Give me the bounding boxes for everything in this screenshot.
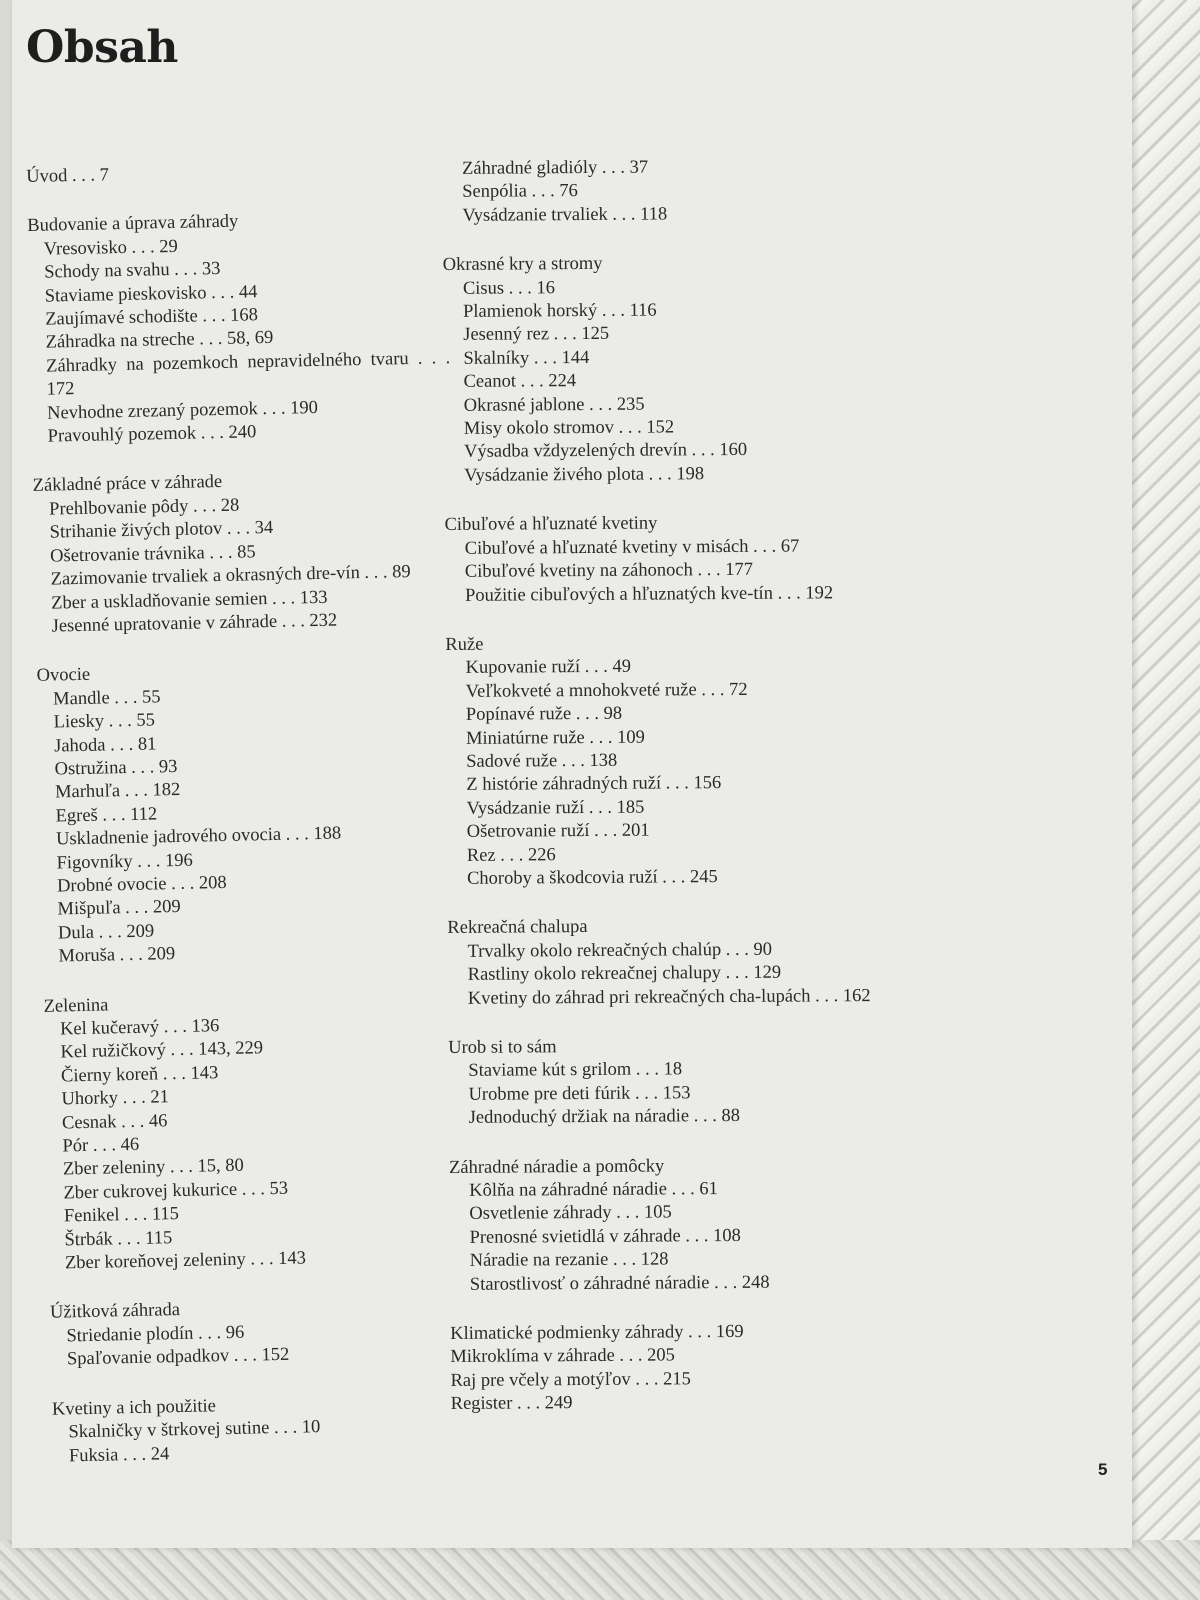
toc-entry: Trvalky okolo rekreačných chalúp . . . 90 (467, 939, 773, 962)
toc-section-cibulove-a-hluznate-kvetiny (444, 511, 885, 608)
toc-entry: Cesnak . . . 46 (61, 1110, 168, 1134)
toc-entry: Misy okolo stromov . . . 152 (463, 417, 675, 439)
toc-entry: Skalničky v štrkovej sutine . . . 10 (68, 1417, 321, 1443)
toc-entry: Ceanot . . . 224 (463, 371, 577, 393)
toc-entry: Choroby a škodcovia ruží . . . 245 (466, 867, 718, 889)
toc-entry: Senpólia . . . 76 (462, 181, 578, 203)
toc-section-ovocie (36, 656, 462, 969)
toc-entry: Figovníky . . . 196 (56, 850, 193, 874)
toc-section-rekreacna-chalupa (447, 914, 888, 1011)
toc-entry: Moruša . . . 209 (58, 944, 176, 967)
toc-entry: Schody na svahu . . . 33 (44, 259, 221, 283)
toc-entry: Pravouhlý pozemok . . . 240 (47, 422, 257, 447)
toc-entry: Záhradka na streche . . . 58, 69 (45, 328, 274, 354)
toc-entry: Ošetrovanie ruží . . . 201 (466, 820, 650, 842)
toc-entry: Okrasné jablone . . . 235 (463, 394, 645, 416)
toc-section-heading: Úvod . . . 7 (26, 165, 110, 187)
toc-section-heading: Okrasné kry a stromy (442, 254, 603, 276)
toc-entry: Starostlivosť o záhradné náradie . . . 248 (469, 1272, 770, 1295)
toc-entry: Striedanie plodín . . . 96 (66, 1322, 245, 1347)
toc-section-register-249 (451, 1390, 891, 1416)
toc-entry: Záhradné gladióly . . . 37 (462, 157, 649, 179)
toc-entry: Vysádzanie trvaliek . . . 118 (462, 204, 668, 226)
toc-section-heading: Ruže (445, 634, 484, 655)
toc-entry: Osvetlenie záhrady . . . 105 (469, 1202, 672, 1225)
toc-entry: Z histórie záhradných ruží . . . 156 (466, 773, 722, 796)
toc-entry: Drobné ovocie . . . 208 (56, 872, 227, 897)
toc-section-mikroklima-v-zahrade-205 (450, 1343, 890, 1369)
toc-section-budovanie-a-uprava-zahrady (27, 207, 452, 450)
toc-entry: Staviame pieskovisko . . . 44 (44, 281, 258, 307)
toc-entry: Záhradky na pozemkoch nepravidelného tvaru . . . 172 (45, 348, 451, 400)
toc-entry: Cibuľové a hľuznaté kvetiny v misách . . . 67 (464, 536, 800, 559)
toc-entry: Skalníky . . . 144 (463, 347, 590, 369)
toc-entry: Cisus . . . 16 (462, 277, 555, 299)
toc-entry: Uskladnenie jadrového ovocia . . . 188 (55, 823, 342, 850)
toc-entry: Zber cukrovej kukurice . . . 53 (63, 1178, 289, 1204)
toc-entry: Kôlňa na záhradné náradie . . . 61 (469, 1179, 718, 1201)
toc-entry: Zazimovanie trvaliek a okrasných dre-vín . . . 89 (50, 562, 411, 590)
toc-section-zakladne-prace-v-zahrade (32, 467, 455, 640)
toc-right-column (442, 155, 891, 1443)
toc-section-heading: Zelenina (43, 995, 109, 1017)
toc-entry: Plamienok horský . . . 116 (463, 300, 657, 322)
page-title: Obsah (26, 22, 178, 73)
toc-entry: Mandle . . . 55 (52, 687, 161, 710)
toc-entry: Rastliny okolo rekreačnej chalupy . . . 129 (467, 962, 782, 986)
toc-entry: Dula . . . 209 (57, 921, 155, 944)
toc-entry: Ošetrovanie trávnika . . . 85 (49, 541, 256, 567)
toc-section-heading: Budovanie a úprava záhrady (27, 211, 239, 237)
toc-left-column (26, 157, 474, 1494)
toc-entry: Zber zeleniny . . . 15, 80 (62, 1156, 245, 1180)
toc-section-heading: Úžitková záhrada (49, 1300, 181, 1324)
toc-section-uvod-7 (26, 157, 446, 189)
toc-section-heading: Urob si to sám (448, 1037, 557, 1058)
toc-entry: Fenikel . . . 115 (63, 1204, 180, 1227)
toc-section-urob-si-to-sam (448, 1034, 889, 1131)
toc-entry: Zaujímavé schodište . . . 168 (45, 305, 259, 330)
toc-entry: Uhorky . . . 21 (61, 1087, 170, 1110)
toc-entry: Sadové ruže . . . 138 (466, 750, 618, 772)
toc-entry: Jesenný rez . . . 125 (463, 324, 610, 346)
book-page (12, 0, 1132, 1548)
toc-entry: Štrbák . . . 115 (64, 1227, 173, 1251)
toc-entry: Kel kučeravý . . . 136 (59, 1016, 220, 1040)
lace-tablecloth-right (1130, 0, 1200, 1600)
toc-section-heading: Klimatické podmienky záhrady . . . 169 (450, 1321, 744, 1345)
toc-entry: Vysádzanie ruží . . . 185 (466, 797, 645, 819)
toc-section-heading: Rekreačná chalupa (447, 917, 588, 939)
toc-section-okrasne-kry-a-stromy (443, 251, 885, 488)
toc-entry: Jednoduchý držiak na náradie . . . 88 (468, 1106, 741, 1129)
toc-entry: Spaľovanie odpadkov . . . 152 (66, 1345, 290, 1370)
lace-tablecloth-bottom (0, 1540, 1200, 1600)
toc-section-heading: Raj pre včely a motýľov . . . 215 (450, 1369, 691, 1391)
toc-entry: Zber a uskladňovanie semien . . . 133 (50, 587, 328, 614)
toc-entry: Mišpuľa . . . 209 (57, 897, 181, 920)
toc-section-ruze (445, 631, 887, 892)
toc-section-heading: Ovocie (36, 665, 91, 687)
toc-entry: Vysádzanie živého plota . . . 198 (464, 464, 705, 486)
toc-entry: Staviame kút s grilom . . . 18 (468, 1059, 683, 1082)
toc-entry: Urobme pre deti fúrik . . . 153 (468, 1083, 691, 1105)
toc-section-heading: Kvetiny a ich použitie (51, 1395, 217, 1420)
toc-entry: Prehlbovanie pôdy . . . 28 (48, 495, 240, 520)
toc-entry: Ostružina . . . 93 (54, 756, 178, 780)
toc-entry: Egreš . . . 112 (55, 804, 158, 827)
toc-entry: Prenosné svietidlá v záhrade . . . 108 (469, 1225, 741, 1248)
toc-section-heading: Register . . . 249 (450, 1393, 573, 1415)
toc-section-kvetiny-a-ich-pouzitie (52, 1390, 473, 1469)
toc-entry: Strihanie živých plotov . . . 34 (49, 518, 274, 543)
toc-entry: Veľkokveté a mnohokveté ruže . . . 72 (465, 679, 748, 702)
toc-entry: Kvetiny do záhrad pri rekreačných cha-lupách . . . 162 (467, 985, 871, 1009)
toc-section-uzitkova-zahrada (50, 1293, 471, 1372)
toc-entry: Použitie cibuľových a hľuznatých kve-tín . . . 192 (464, 582, 834, 606)
toc-section-heading: Základné práce v záhrade (32, 472, 223, 497)
toc-entry: Marhuľa . . . 182 (54, 780, 181, 803)
toc-section-zelenina (43, 987, 469, 1277)
toc-entry: Jahoda . . . 81 (53, 733, 157, 757)
toc-entry: Kel ružičkový . . . 143, 229 (60, 1038, 264, 1063)
toc-section-klimaticke-podmienky-zahrady-169 (450, 1320, 890, 1346)
page-number: 5 (1098, 1460, 1108, 1479)
toc-entry: Liesky . . . 55 (53, 710, 156, 733)
toc-entry: Zber koreňovej zeleniny . . . 143 (64, 1248, 307, 1274)
toc-entry: Fuksia . . . 24 (68, 1443, 170, 1466)
toc-section-zahradne-naradie-a-pomocky (449, 1154, 890, 1298)
toc-entry: Cibuľové kvetiny na záhonoch . . . 177 (464, 559, 754, 582)
toc-section-continued (442, 155, 882, 228)
toc-entry: Výsadba vždyzelených drevín . . . 160 (463, 440, 748, 463)
toc-entry: Popínavé ruže . . . 98 (465, 703, 623, 725)
toc-entry: Kupovanie ruží . . . 49 (465, 657, 632, 679)
toc-entry: Jesenné upratovanie v záhrade . . . 232 (51, 610, 338, 637)
toc-entry: Miniatúrne ruže . . . 109 (465, 727, 645, 749)
toc-entry: Rez . . . 226 (466, 844, 556, 866)
toc-entry: Vresovisko . . . 29 (43, 236, 178, 260)
toc-entry: Čierny koreň . . . 143 (60, 1062, 219, 1087)
toc-section-heading: Mikroklíma v záhrade . . . 205 (450, 1345, 675, 1368)
toc-section-heading: Záhradné náradie a pomôcky (448, 1156, 665, 1178)
toc-entry: Náradie na rezanie . . . 128 (469, 1249, 669, 1272)
toc-section-raj-pre-vcely-a-motylov-215 (450, 1367, 890, 1393)
toc-entry: Pór . . . 46 (62, 1134, 140, 1157)
toc-entry: Nevhodne zrezaný pozemok . . . 190 (46, 397, 319, 424)
toc-section-heading: Cibuľové a hľuznaté kvetiny (444, 513, 658, 536)
